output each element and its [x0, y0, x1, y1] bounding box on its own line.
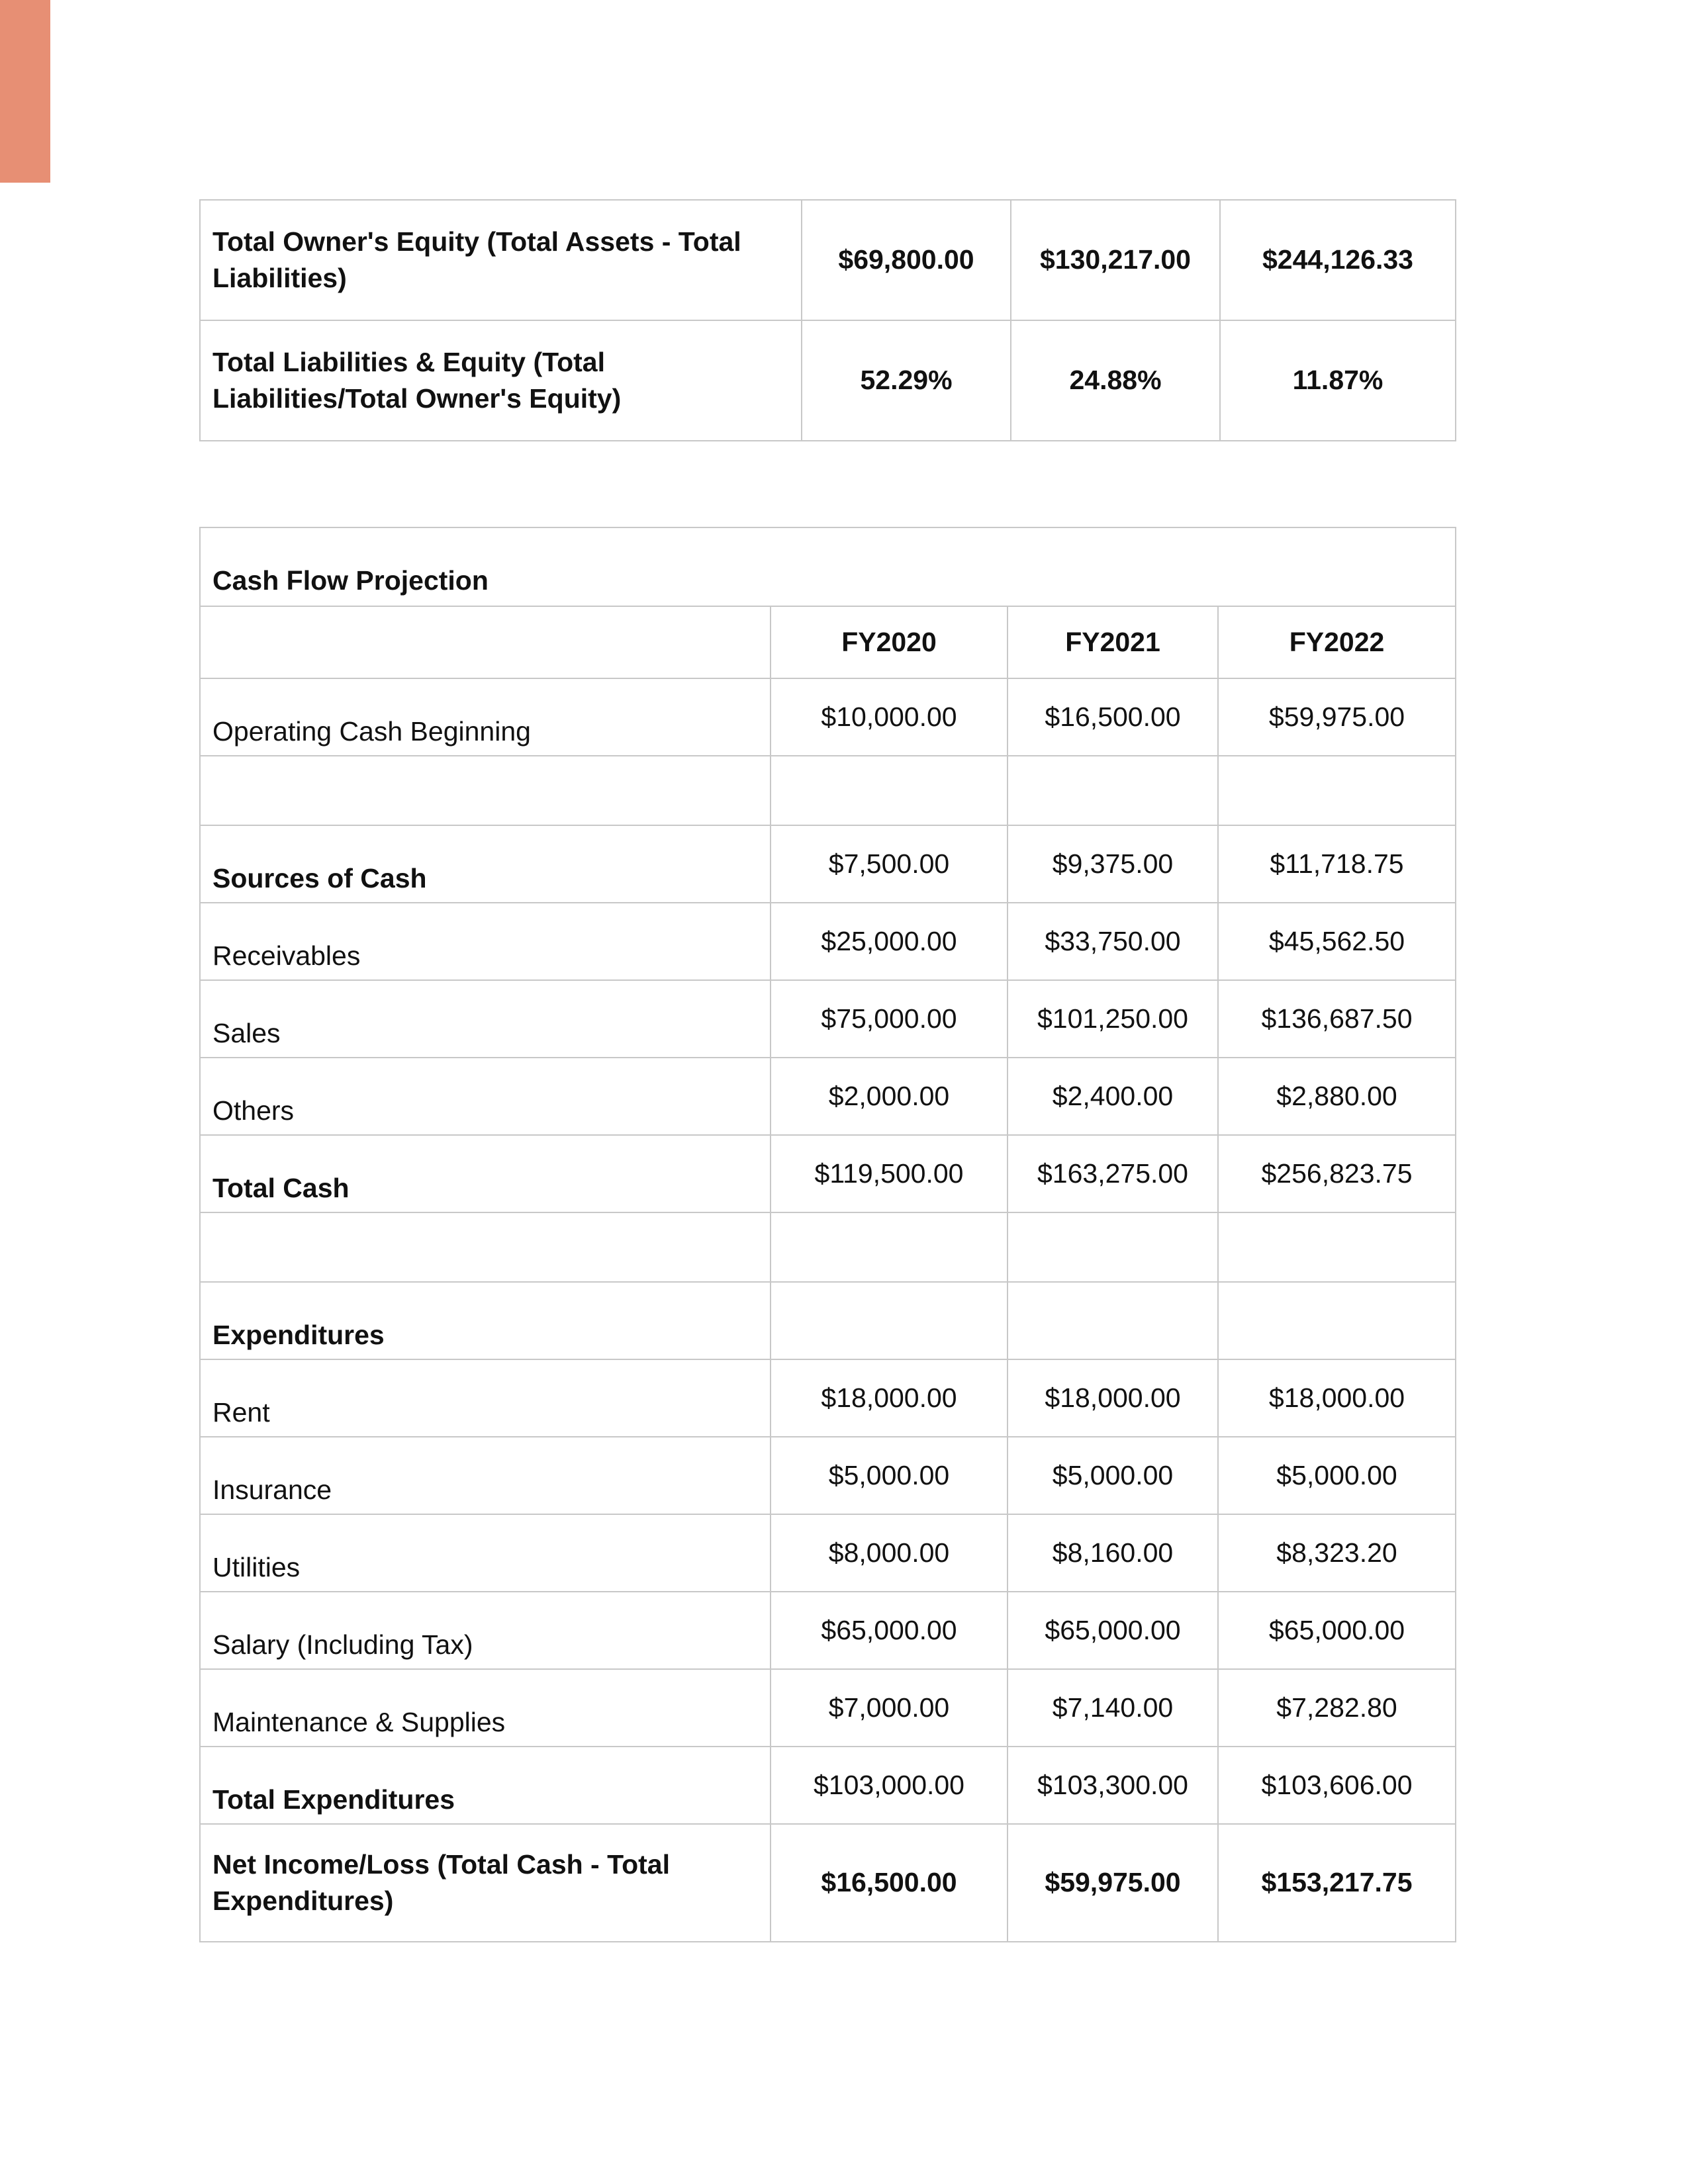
table-row [200, 200, 1456, 320]
row-label: Rent [200, 1359, 771, 1437]
row-label [200, 1212, 771, 1282]
value-cell: $8,323.20 [1218, 1514, 1456, 1592]
value-cell: $7,000.00 [771, 1669, 1008, 1747]
value-cell: $59,975.00 [1008, 1824, 1218, 1942]
value-cell: $153,217.75 [1218, 1824, 1456, 1942]
value-cell: $11,718.75 [1218, 825, 1456, 903]
row-label: Receivables [200, 903, 771, 980]
value-cell: $65,000.00 [1008, 1592, 1218, 1669]
value-cell [1218, 756, 1456, 825]
value-cell: $7,282.80 [1218, 1669, 1456, 1747]
row-label: Others [200, 1058, 771, 1135]
value-cell: $10,000.00 [771, 678, 1008, 756]
value-cell: $69,800.00 [802, 200, 1011, 320]
value-cell: 52.29% [802, 320, 1011, 441]
row-label: Net Income/Loss (Total Cash - Total Expenditures) [200, 1824, 771, 1942]
corner-accent-tab [0, 0, 50, 183]
value-cell [1008, 756, 1218, 825]
value-cell: $256,823.75 [1218, 1135, 1456, 1212]
row-label: Sales [200, 980, 771, 1058]
table-title-row [200, 527, 1456, 606]
value-cell: 11.87% [1220, 320, 1456, 441]
table-row [200, 825, 1456, 903]
value-cell: $8,000.00 [771, 1514, 1008, 1592]
table-row [200, 980, 1456, 1058]
value-cell: 24.88% [1011, 320, 1220, 441]
cash-flow-table [199, 527, 1456, 1942]
value-cell: $7,500.00 [771, 825, 1008, 903]
table-row [200, 1824, 1456, 1942]
table-row-empty [200, 1212, 1456, 1282]
row-label: Operating Cash Beginning [200, 678, 771, 756]
value-cell: $163,275.00 [1008, 1135, 1218, 1212]
value-cell: $18,000.00 [1218, 1359, 1456, 1437]
value-cell: $130,217.00 [1011, 200, 1220, 320]
value-cell: $136,687.50 [1218, 980, 1456, 1058]
table-row [200, 678, 1456, 756]
value-cell: $16,500.00 [1008, 678, 1218, 756]
value-cell: $7,140.00 [1008, 1669, 1218, 1747]
value-cell: $59,975.00 [1218, 678, 1456, 756]
value-cell [1218, 1212, 1456, 1282]
value-cell: $25,000.00 [771, 903, 1008, 980]
row-label [200, 756, 771, 825]
value-cell: $244,126.33 [1220, 200, 1456, 320]
table-row-empty [200, 756, 1456, 825]
value-cell: $75,000.00 [771, 980, 1008, 1058]
value-cell: $2,880.00 [1218, 1058, 1456, 1135]
row-label: Total Expenditures [200, 1747, 771, 1824]
row-label: Total Owner's Equity (Total Assets - Total Liabilities) [200, 200, 802, 320]
table-row [200, 1747, 1456, 1824]
row-label: Sources of Cash [200, 825, 771, 903]
value-cell: $103,300.00 [1008, 1747, 1218, 1824]
value-cell: $9,375.00 [1008, 825, 1218, 903]
row-label: Insurance [200, 1437, 771, 1514]
table-row [200, 903, 1456, 980]
value-cell: $103,606.00 [1218, 1747, 1456, 1824]
value-cell: $45,562.50 [1218, 903, 1456, 980]
table-row [200, 1592, 1456, 1669]
value-cell: $33,750.00 [1008, 903, 1218, 980]
header-cell: FY2020 [771, 606, 1008, 678]
value-cell: $5,000.00 [1008, 1437, 1218, 1514]
value-cell: $2,400.00 [1008, 1058, 1218, 1135]
value-cell: $16,500.00 [771, 1824, 1008, 1942]
value-cell: $5,000.00 [771, 1437, 1008, 1514]
value-cell: $103,000.00 [771, 1747, 1008, 1824]
table-row [200, 1669, 1456, 1747]
value-cell [1218, 1282, 1456, 1359]
table-row [200, 1058, 1456, 1135]
table-row [200, 1437, 1456, 1514]
equity-table [199, 199, 1456, 441]
value-cell: $65,000.00 [771, 1592, 1008, 1669]
row-label: Salary (Including Tax) [200, 1592, 771, 1669]
table-title: Cash Flow Projection [200, 527, 1456, 606]
value-cell: $5,000.00 [1218, 1437, 1456, 1514]
header-cell: FY2021 [1008, 606, 1218, 678]
row-label: Utilities [200, 1514, 771, 1592]
value-cell: $18,000.00 [1008, 1359, 1218, 1437]
value-cell: $8,160.00 [1008, 1514, 1218, 1592]
value-cell: $101,250.00 [1008, 980, 1218, 1058]
value-cell [771, 1212, 1008, 1282]
header-cell: FY2022 [1218, 606, 1456, 678]
row-label: Expenditures [200, 1282, 771, 1359]
row-label: Total Liabilities & Equity (Total Liabilities/Total Owner's Equity) [200, 320, 802, 441]
row-label: Maintenance & Supplies [200, 1669, 771, 1747]
row-label: Total Cash [200, 1135, 771, 1212]
value-cell: $65,000.00 [1218, 1592, 1456, 1669]
value-cell [771, 756, 1008, 825]
value-cell: $18,000.00 [771, 1359, 1008, 1437]
table-row [200, 320, 1456, 441]
table-row [200, 1514, 1456, 1592]
value-cell: $2,000.00 [771, 1058, 1008, 1135]
table-row [200, 1282, 1456, 1359]
value-cell: $119,500.00 [771, 1135, 1008, 1212]
table-row [200, 1359, 1456, 1437]
header-cell [200, 606, 771, 678]
value-cell [771, 1282, 1008, 1359]
header-row [200, 606, 1456, 678]
value-cell [1008, 1282, 1218, 1359]
value-cell [1008, 1212, 1218, 1282]
table-row [200, 1135, 1456, 1212]
